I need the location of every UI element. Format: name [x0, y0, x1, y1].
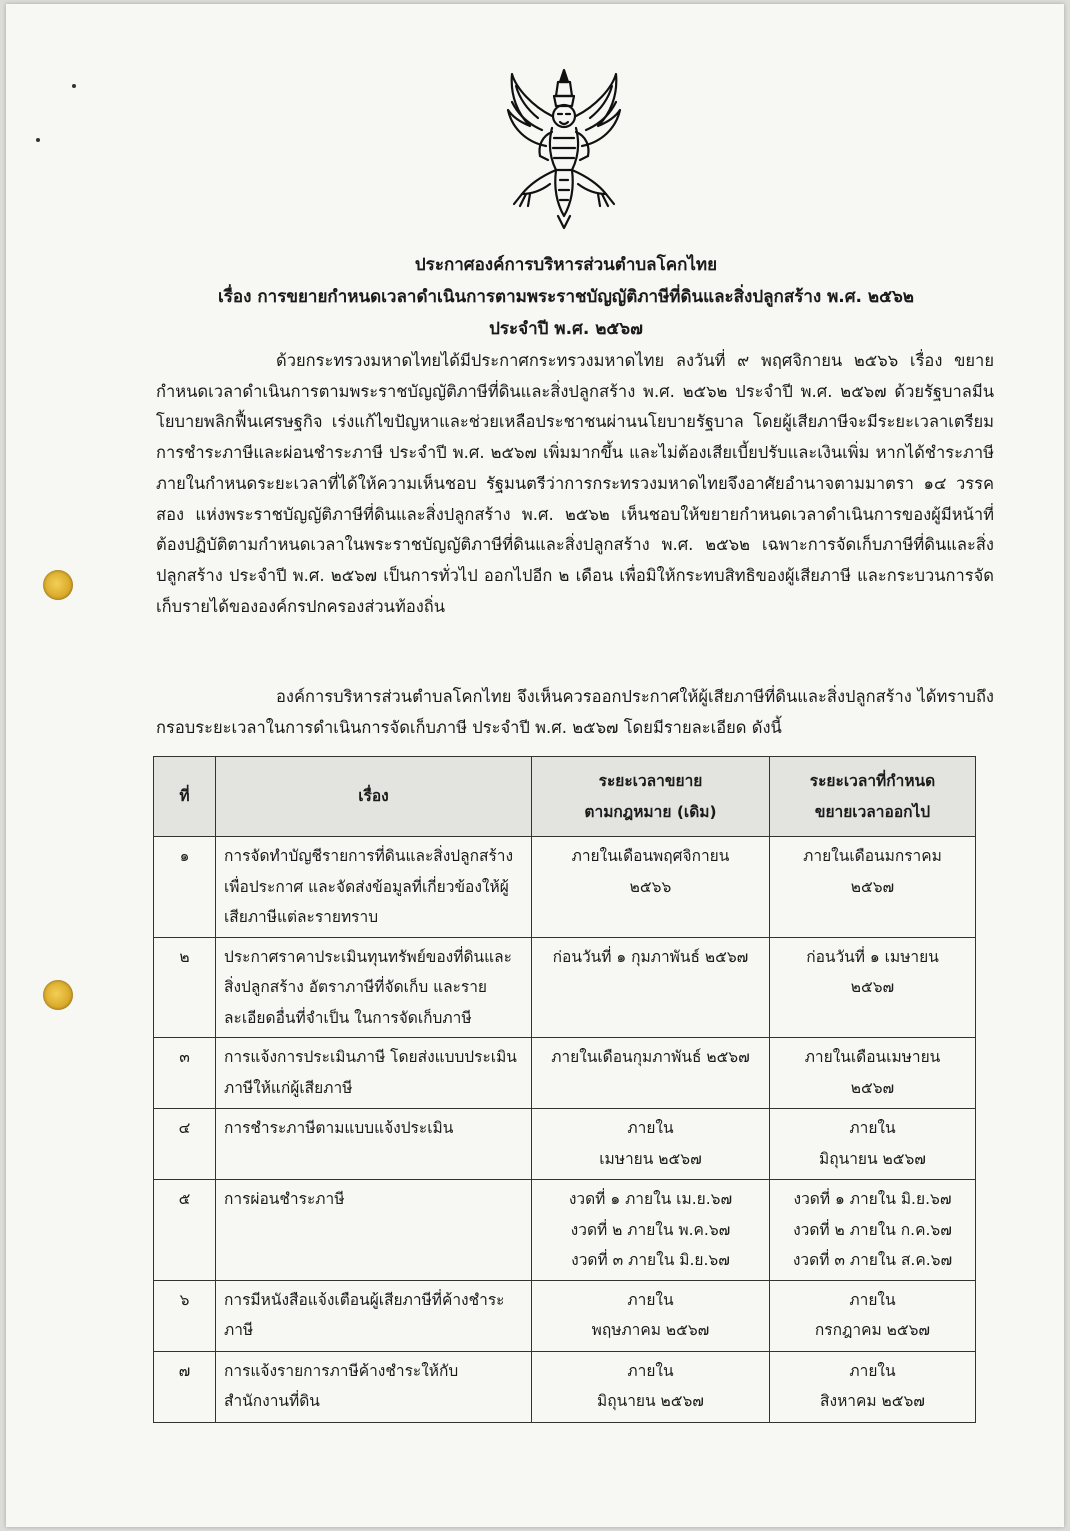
extended-line: ๒๕๖๗: [850, 1078, 895, 1097]
legal-line: ภายใน: [627, 1361, 674, 1380]
garuda-emblem: [502, 66, 626, 232]
row-number: ๗: [154, 1351, 216, 1422]
header-subject: เรื่อง: [216, 757, 532, 837]
extended-line: ภายในเดือนมกราคม: [803, 847, 942, 865]
row-subject: การมีหนังสือแจ้งเตือนผู้เสียภาษีที่ค้างชำระภาษี: [216, 1280, 532, 1351]
row-legal-period: [532, 1109, 770, 1180]
announcement-subject: เรื่อง การขยายกำหนดเวลาดำเนินการตามพระราชบัญญัติภาษีที่ดินและสิ่งปลูกสร้าง พ.ศ. ๒๕๖๒: [217, 287, 915, 307]
announcement-title: ประกาศองค์การบริหารส่วนตำบลโคกไทย: [414, 255, 718, 275]
header-legal-line1: ระยะเวลาขยาย: [598, 772, 703, 790]
header-extended-line1: ระยะเวลาที่กำหนด: [809, 772, 936, 790]
row-subject: การแจ้งการประเมินภาษี โดยส่งแบบประเมินภาษีให้แก่ผู้เสียภาษี: [216, 1038, 532, 1109]
row-legal-period: [532, 1180, 770, 1281]
punch-hole-bottom: [43, 980, 73, 1010]
row-number: ๑: [154, 837, 216, 938]
row-number: ๒: [154, 937, 216, 1038]
header-no: ที่: [154, 757, 216, 837]
row-subject: การผ่อนชำระภาษี: [216, 1180, 532, 1281]
row-number: ๔: [154, 1109, 216, 1180]
extended-line: สิงหาคม ๒๕๖๗: [820, 1392, 925, 1410]
row-extended-period: [770, 1109, 976, 1180]
extended-line: ภายใน: [849, 1290, 896, 1309]
header-extended-line2: ขยายเวลาออกไป: [814, 802, 931, 821]
extended-line: ภายใน: [849, 1361, 896, 1380]
paper-speck: [36, 138, 40, 142]
paper-speck: [72, 84, 76, 88]
header-legal-period: [532, 757, 770, 837]
table-header-row: [154, 757, 976, 837]
extended-line: มิถุนายน ๒๕๖๗: [819, 1149, 926, 1168]
row-subject: การชำระภาษีตามแบบแจ้งประเมิน: [216, 1109, 532, 1180]
legal-line: งวดที่ ๒ ภายใน พ.ค.๖๗: [570, 1220, 731, 1239]
legal-line: ภายใน: [627, 1290, 674, 1309]
extended-line: งวดที่ ๑ ภายใน มิ.ย.๖๗: [793, 1190, 952, 1208]
row-extended-period: [770, 1038, 976, 1109]
extended-line: งวดที่ ๓ ภายใน ส.ค.๖๗: [792, 1251, 953, 1269]
extended-line: กรกฎาคม ๒๕๖๗: [814, 1321, 931, 1339]
table-row: [154, 1180, 976, 1281]
legal-line: มิถุนายน ๒๕๖๗: [597, 1392, 704, 1410]
table-row: [154, 1280, 976, 1351]
table-row: [154, 1038, 976, 1109]
row-subject: การแจ้งรายการภาษีค้างชำระให้กับสำนักงานที่ดิน: [216, 1351, 532, 1422]
extended-line: ภายในเดือนเมษายน: [804, 1048, 941, 1066]
announcement-year: ประจำปี พ.ศ. ๒๕๖๗: [489, 319, 643, 339]
row-number: ๕: [154, 1180, 216, 1281]
row-number: ๖: [154, 1280, 216, 1351]
table-row: [154, 937, 976, 1038]
legal-line: ภายในเดือนพฤศจิกายน: [571, 847, 730, 865]
paragraph-2: องค์การบริหารส่วนตำบลโคกไทย จึงเห็นควรออกประกาศให้ผู้เสียภาษีที่ดินและสิ่งปลูกสร้าง ได้ทราบถึงกรอบระยะเวลาในการดำเนินการจัดเก็บภาษี ประจำปี พ.ศ. ๒๕๖๗ โดยมีรายละเอียด ดังนี้: [156, 687, 994, 737]
row-extended-period: [770, 837, 976, 938]
row-subject: การจัดทำบัญชีรายการที่ดินและสิ่งปลูกสร้างเพื่อประกาศ และจัดส่งข้อมูลที่เกี่ยวข้องให้ผู้เสียภาษีแต่ละรายทราบ: [216, 837, 532, 938]
extended-line: ภายใน: [849, 1119, 896, 1137]
table-row: [154, 1351, 976, 1422]
extended-line: ๒๕๖๗: [850, 877, 895, 896]
table-row: [154, 1109, 976, 1180]
legal-line: ๒๕๖๖: [629, 877, 672, 896]
row-extended-period: [770, 1180, 976, 1281]
row-legal-period: [532, 1038, 770, 1109]
row-extended-period: [770, 937, 976, 1038]
legal-line: ภายใน: [627, 1119, 674, 1137]
punch-hole-top: [43, 570, 73, 600]
legal-line: ภายในเดือนกุมภาพันธ์ ๒๕๖๗: [551, 1048, 750, 1066]
row-legal-period: [532, 837, 770, 938]
header-extended-period: [770, 757, 976, 837]
row-extended-period: [770, 1280, 976, 1351]
extended-line: ก่อนวันที่ ๑ เมษายน: [806, 947, 939, 966]
extended-line: งวดที่ ๒ ภายใน ก.ค.๖๗: [793, 1220, 952, 1239]
legal-line: พฤษภาคม ๒๕๖๗: [591, 1321, 710, 1339]
extended-line: ๒๕๖๗: [850, 978, 895, 996]
legal-line: งวดที่ ๑ ภายใน เม.ย.๖๗: [568, 1190, 733, 1208]
table-row: [154, 837, 976, 938]
schedule-table: [153, 756, 976, 1423]
legal-line: เมษายน ๒๕๖๗: [599, 1149, 702, 1168]
document-page: [6, 4, 1064, 1527]
row-number: ๓: [154, 1038, 216, 1109]
row-extended-period: [770, 1351, 976, 1422]
row-legal-period: [532, 1280, 770, 1351]
row-subject: ประกาศราคาประเมินทุนทรัพย์ของที่ดินและสิ่งปลูกสร้าง อัตราภาษีที่จัดเก็บ และรายละเอียดอื่นที่จำเป็น ในการจัดเก็บภาษี: [216, 937, 532, 1038]
header-legal-line2: ตามกฎหมาย (เดิม): [584, 802, 717, 821]
paragraph-1: ด้วยกระทรวงมหาดไทยได้มีประกาศกระทรวงมหาดไทย ลงวันที่ ๙ พฤศจิกายน ๒๕๖๖ เรื่อง ขยายกำหนดเวลาดำเนินการตามพระราชบัญญัติภาษีที่ดินและสิ่งปลูกสร้าง พ.ศ. ๒๕๖๒ ประจำปี พ.ศ. ๒๕๖๗ ด้วยรัฐบาลมีนโยบายพลิกฟื้นเศรษฐกิจ เร่งแก้ไขปัญหาและช่วยเหลือประชาชนผ่านนโยบายรัฐบาล โดยผู้เสียภาษีจะมีระยะเวลาเตรียมการชำระภาษีและผ่อนชำระภาษี ประจำปี พ.ศ. ๒๕๖๗ เพิ่มมากขึ้น และไม่ต้องเสียเบี้ยปรับและเงินเพิ่ม หากได้ชำระภาษีภายในกำหนดระยะเวลาที่ได้ให้ความเห็นชอบ รัฐมนตรีว่าการกระทรวงมหาดไทยจึงอาศัยอำนาจตามมาตรา ๑๔ วรรคสอง แห่งพระราชบัญญัติภาษีที่ดินและสิ่งปลูกสร้าง พ.ศ. ๒๕๖๒ เห็นชอบให้ขยายกำหนดเวลาดำเนินการของผู้มีหน้าที่ต้องปฏิบัติตามกำหนดเวลาในพระราชบัญญัติภาษีที่ดินและสิ่งปลูกสร้าง พ.ศ. ๒๕๖๒ เฉพาะการจัดเก็บภาษีที่ดินและสิ่งปลูกสร้าง ประจำปี พ.ศ. ๒๕๖๗ เป็นการทั่วไป ออกไปอีก ๒ เดือน เพื่อมิให้กระทบสิทธิของผู้เสียภาษี และกระบวนการจัดเก็บรายได้ขององค์กรปกครองส่วนท้องถิ่น: [156, 351, 994, 616]
legal-line: ก่อนวันที่ ๑ กุมภาพันธ์ ๒๕๖๗: [552, 947, 749, 966]
row-legal-period: [532, 937, 770, 1038]
legal-line: งวดที่ ๓ ภายใน มิ.ย.๖๗: [571, 1251, 730, 1269]
row-legal-period: [532, 1351, 770, 1422]
